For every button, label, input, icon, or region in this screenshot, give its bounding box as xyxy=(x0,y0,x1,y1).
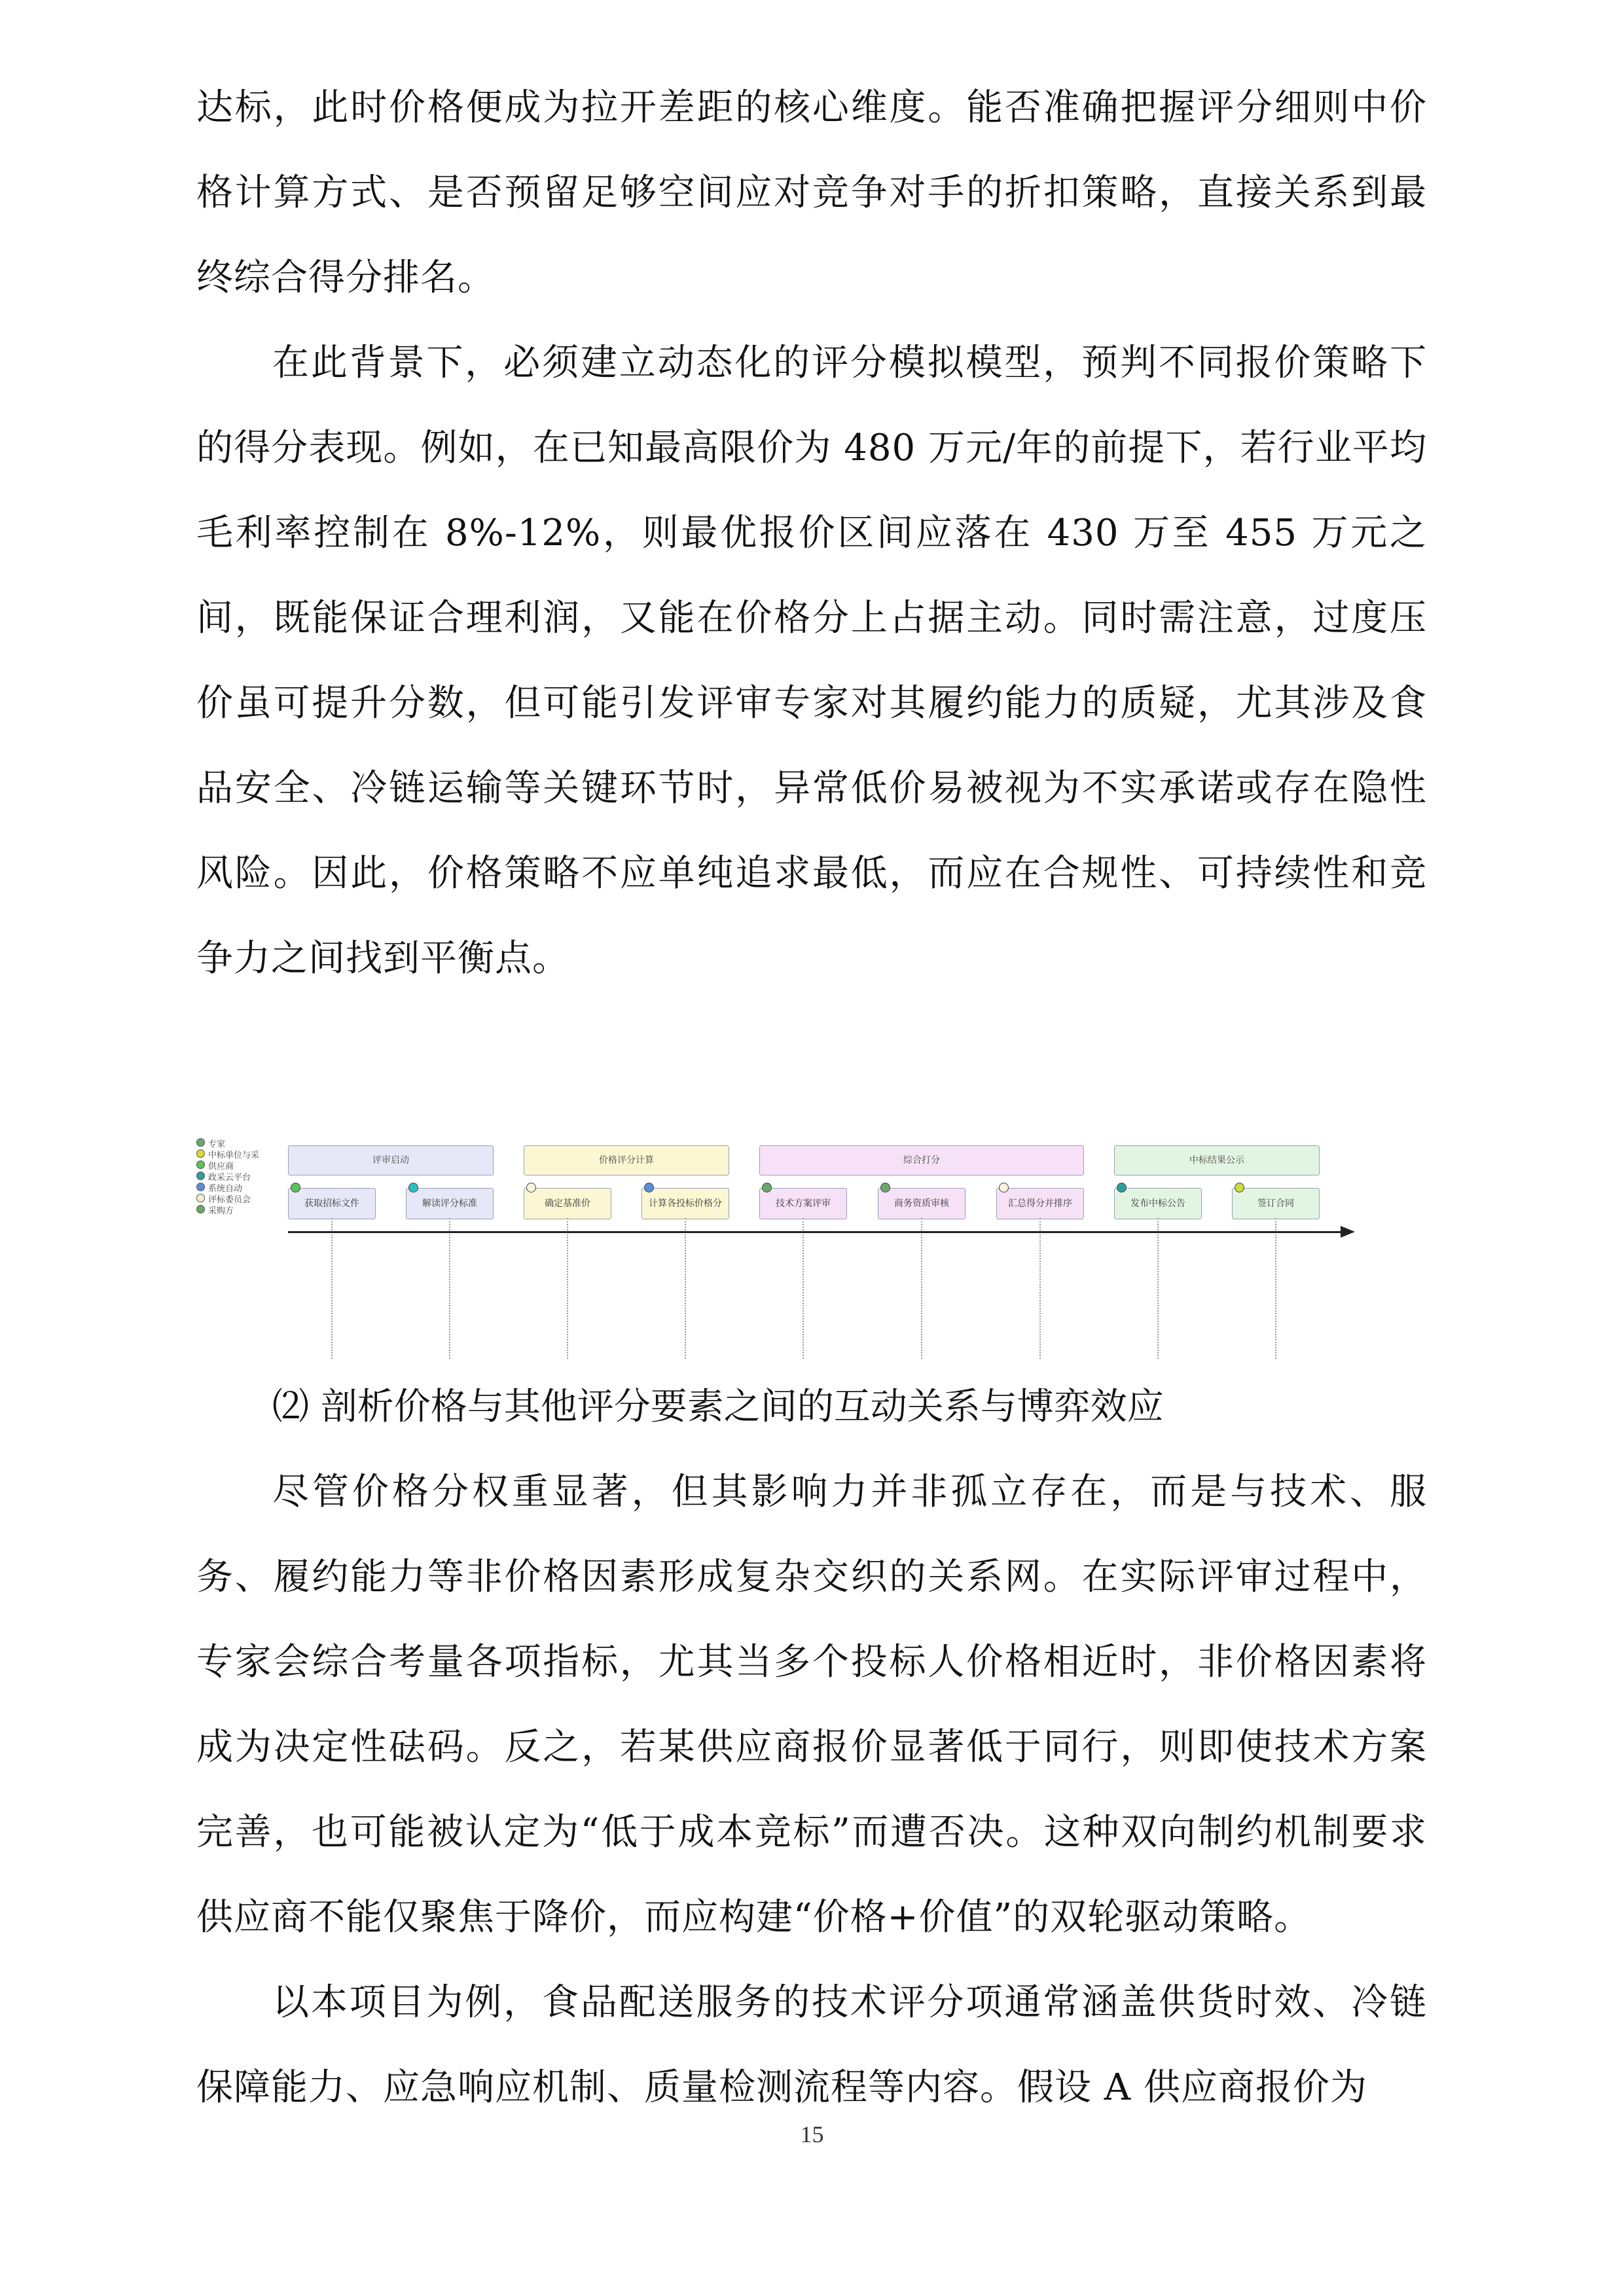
legend-dot-icon xyxy=(196,1172,205,1180)
lifeline xyxy=(449,1218,450,1359)
legend-label: 系统自动 xyxy=(208,1184,243,1194)
task-box: 获取招标文件 xyxy=(288,1188,376,1219)
lifeline xyxy=(685,1218,686,1359)
connector-dot-icon xyxy=(1235,1183,1244,1193)
lifeline xyxy=(1039,1218,1041,1359)
lifeline xyxy=(331,1218,333,1359)
task-box: 解读评分标准 xyxy=(406,1188,494,1219)
paragraph: 尽管价格分权重显著，但其影响力并非孤立存在，而是与技术、服务、履约能力等非价格因素形成复杂交织的关系网。在实际评审过程中，专家会综合考量各项指标，尤其当多个投标人价格相近时，非价格因素将成为决定性砝码。反之，若某供应商报价显著低于同行，则即使技术方案完善，也可能被认定为“低于成本竞标”而遭否决。这种双向制约机制要求供应商不能仅聚焦于降价，而应构建“价格+价值”的双轮驱动策略。 xyxy=(196,1471,1427,1939)
legend-label: 采购方 xyxy=(208,1206,234,1216)
connector-dot-icon xyxy=(408,1183,418,1193)
task-box: 确定基准价 xyxy=(524,1188,611,1219)
task-box: 签订合同 xyxy=(1232,1188,1320,1219)
legend-dot-icon xyxy=(196,1160,205,1169)
legend-item xyxy=(208,1204,234,1216)
section-heading: ⑵ 剖析价格与其他评分要素之间的互动关系与博弈效应 xyxy=(272,1386,1164,1428)
connector-dot-icon xyxy=(999,1183,1009,1193)
phase-box: 中标结果公示 xyxy=(1114,1145,1320,1175)
paragraph: 以本项目为例，食品配送服务的技术评分项通常涵盖供货时效、冷链保障能力、应急响应机制、质量检测流程等内容。假设 A 供应商报价为 xyxy=(196,1981,1427,2109)
lifeline xyxy=(1275,1218,1276,1359)
connector-dot-icon xyxy=(880,1183,890,1193)
connector-dot-icon xyxy=(644,1183,654,1193)
connector-dot-icon xyxy=(762,1183,772,1193)
timeline-axis xyxy=(288,1231,1342,1233)
connector-dot-icon xyxy=(1117,1183,1127,1193)
task-box: 技术方案评审 xyxy=(759,1188,847,1219)
page-number: 15 xyxy=(800,2121,824,2147)
lifeline xyxy=(803,1218,804,1359)
paragraph: 达标，此时价格便成为拉开差距的核心维度。能否准确把握评分细则中价格计算方式、是否预留足够空间应对竞争对手的折扣策略，直接关系到最终综合得分排名。 xyxy=(196,86,1427,299)
task-box: 汇总得分并排序 xyxy=(996,1188,1084,1219)
legend-dot-icon xyxy=(196,1149,205,1158)
lifeline xyxy=(567,1218,568,1359)
legend-label: 政采云平台 xyxy=(208,1173,251,1183)
phase-box: 综合打分 xyxy=(759,1145,1084,1175)
connector-dot-icon xyxy=(526,1183,536,1193)
paragraph: 在此背景下，必须建立动态化的评分模拟模型，预判不同报价策略下的得分表现。例如，在已知最高限价为 480 万元/年的前提下，若行业平均毛利率控制在 8%-12%，则最优报价区间应落在 430 万至 455 万元之间，既能保证合理利润，又能在价格分上占据主动。同时需注意，过度压价虽可提升分数，但可能引发评审专家对其履约能力的质疑，尤其涉及食品安全、冷链运输等关键环节时，异常低价易被视为不实承诺或存在隐性风险。因此，价格策略不应单纯追求最低，而应在合规性、可持续性和竞争力之间找到平衡点。 xyxy=(196,342,1427,980)
phase-box: 价格评分计算 xyxy=(524,1145,729,1175)
legend-label: 供应商 xyxy=(208,1162,234,1172)
bidding-process-timeline-diagram xyxy=(196,1136,1362,1361)
task-box: 计算各投标价格分 xyxy=(641,1188,729,1219)
legend-dot-icon xyxy=(196,1194,205,1202)
body-text-top xyxy=(196,65,1427,1001)
legend-dot-icon xyxy=(196,1183,205,1191)
legend-label: 评标委员会 xyxy=(208,1195,251,1205)
body-text-bottom xyxy=(196,1365,1427,2130)
phase-box: 评审启动 xyxy=(288,1145,494,1175)
task-box: 发布中标公告 xyxy=(1114,1188,1202,1219)
legend-dot-icon xyxy=(196,1138,205,1147)
legend-dot-icon xyxy=(196,1205,205,1213)
lifeline xyxy=(921,1218,922,1359)
legend-label: 中标单位与采 xyxy=(208,1151,260,1160)
lifeline xyxy=(1157,1218,1159,1359)
connector-dot-icon xyxy=(291,1183,300,1193)
arrow-right-icon xyxy=(1341,1226,1355,1238)
legend-label: 专家 xyxy=(208,1139,226,1149)
task-box: 商务资质审核 xyxy=(878,1188,965,1219)
